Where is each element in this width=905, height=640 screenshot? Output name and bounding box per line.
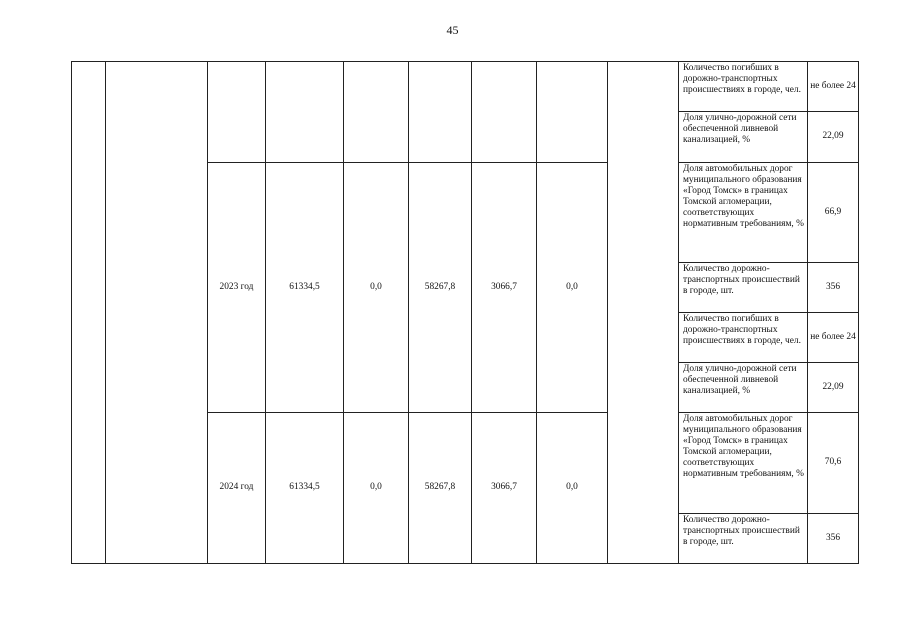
funding-cell: 0,0 — [537, 413, 608, 564]
indicator-value: 356 — [808, 263, 859, 313]
program-funding-table — [71, 61, 859, 564]
indicator-value: 22,09 — [808, 112, 859, 163]
indicator-name: Количество дорожно-транспортных происшествий в городе, шт. — [679, 263, 808, 313]
executor-cell — [608, 62, 679, 564]
indicator-name: Количество дорожно-транспортных происшествий в городе, шт. — [679, 514, 808, 564]
funding-cell: 58267,8 — [409, 163, 472, 413]
page-number: 45 — [446, 23, 459, 37]
indicator-name: Количество погибших в дорожно-транспортных происшествиях в городе, чел. — [679, 62, 808, 112]
name-cell — [106, 62, 208, 564]
indicator-name: Доля автомобильных дорог муниципального образования «Город Томск» в границах Томской агломерации, соответствующих нормативным требованиям, % — [679, 163, 808, 263]
indicator-name: Доля улично-дорожной сети обеспеченной ливневой канализацией, % — [679, 112, 808, 163]
indicator-value: 356 — [808, 514, 859, 564]
funding-cell: 3066,7 — [472, 413, 537, 564]
total-cell: 61334,5 — [266, 413, 344, 564]
total-cell — [266, 62, 344, 163]
year-cell — [208, 62, 266, 163]
funding-cell: 3066,7 — [472, 163, 537, 413]
year-cell: 2023 год — [208, 163, 266, 413]
funding-cell — [344, 62, 409, 163]
funding-cell: 0,0 — [537, 163, 608, 413]
indicator-name: Количество погибших в дорожно-транспортных происшествиях в городе, чел. — [679, 313, 808, 363]
indicator-name: Доля улично-дорожной сети обеспеченной ливневой канализацией, % — [679, 363, 808, 413]
funding-cell — [409, 62, 472, 163]
indicator-value: не более 24 — [808, 313, 859, 363]
indicator-value: 66,9 — [808, 163, 859, 263]
total-cell: 61334,5 — [266, 163, 344, 413]
funding-cell — [472, 62, 537, 163]
indicator-value: 70,6 — [808, 413, 859, 514]
number-cell — [72, 62, 106, 564]
funding-cell: 0,0 — [344, 413, 409, 564]
indicator-value: не более 24 — [808, 62, 859, 112]
funding-cell — [537, 62, 608, 163]
funding-cell: 0,0 — [344, 163, 409, 413]
funding-cell: 58267,8 — [409, 413, 472, 564]
table-row — [72, 62, 859, 112]
indicator-name: Доля автомобильных дорог муниципального образования «Город Томск» в границах Томской агломерации, соответствующих нормативным требованиям, % — [679, 413, 808, 514]
year-cell: 2024 год — [208, 413, 266, 564]
indicator-value: 22,09 — [808, 363, 859, 413]
